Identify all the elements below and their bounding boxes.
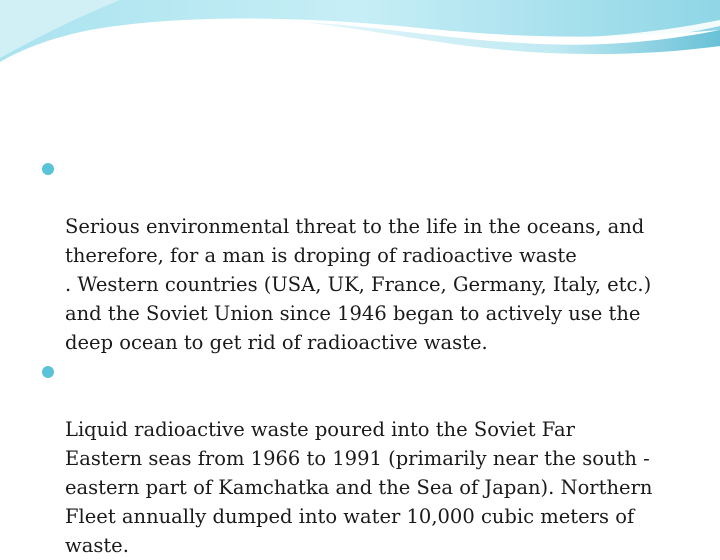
bullet-item <box>40 357 690 560</box>
bullet-item <box>40 154 690 357</box>
slide-content <box>40 154 690 560</box>
bullet-dot-icon <box>42 163 54 175</box>
bullet-dot-icon <box>42 366 54 378</box>
bullet-text: Serious environmental threat to the life in the oceans, and therefore, for a man is droping of radioactive waste . Western countries (USA, UK, France, Germany, Italy, etc.) and the Soviet Union since 1946 began to actively use the deep ocean to get rid of radioactive waste. <box>65 215 652 354</box>
bullet-text: Liquid radioactive waste poured into the Soviet Far Eastern seas from 1966 to 1991 (primarily near the south - eastern part of Kamchatka and the Sea of Japan). Northern Fleet annually dumped into water 10,000 cubic meters of waste. <box>65 418 653 557</box>
decorative-wave-header <box>0 0 720 90</box>
bullet-list <box>40 154 690 560</box>
